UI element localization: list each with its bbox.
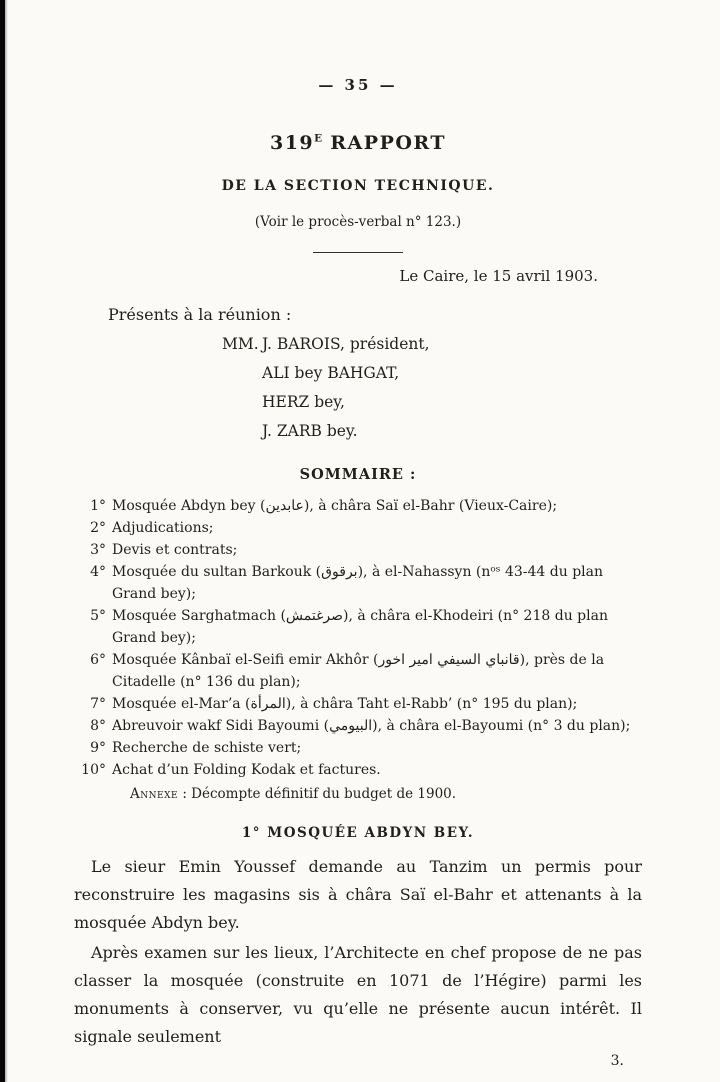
item-number: 9° — [90, 740, 106, 756]
sheet-signature-number: 3. — [610, 1053, 624, 1069]
sommaire-item — [74, 693, 642, 715]
report-subtitle: DE LA SECTION TECHNIQUE. — [221, 178, 495, 194]
body-paragraph: Après examen sur les lieux, l’Architecte en chef propose de ne pas classer la mosquée (construite en 1071 de l’Hégire) parmi les monuments à conserver, vu qu’elle ne présente aucun intérêt. Il signale seulement — [74, 943, 642, 1046]
body-paragraph: Le sieur Emin Youssef demande au Tanzim un permis pour reconstruire les magasins sis à châra Saï el-Bahr et attenants à la mosquée Abdyn bey. — [74, 857, 642, 932]
report-title-ordinal: E — [314, 132, 323, 145]
sommaire-item — [74, 517, 642, 539]
item-number: 3° — [90, 542, 106, 558]
attendee-name: ALI bey BAHGAT, — [262, 364, 400, 382]
item-number: 6° — [90, 652, 106, 668]
item-text: Abreuvoir wakf Sidi Bayoumi (البيومي), à châra el-Bayoumi (n° 3 du plan); — [112, 718, 631, 734]
report-title-word: RAPPORT — [330, 132, 447, 154]
attendee-name: J. BAROIS, président, — [262, 335, 430, 353]
report-title — [74, 132, 642, 154]
attendance-list — [222, 330, 642, 446]
item-text: Recherche de schiste vert; — [112, 740, 302, 756]
attendee-name: J. ZARB bey. — [262, 422, 358, 440]
section-heading: 1° MOSQUÉE ABDYN BEY. — [241, 825, 475, 841]
item-text: Mosquée Abdyn bey (عابدين), à châra Saï el-Bahr (Vieux-Caire); — [112, 498, 558, 514]
item-text: Mosquée Kânbaï el-Seifi emir Akhôr (قانباي السيفي امير اخور), près de la Citadelle (n° 136 du plan); — [112, 652, 605, 690]
item-number: 8° — [90, 718, 106, 734]
item-text: Devis et contrats; — [112, 542, 238, 558]
item-number: 2° — [90, 520, 106, 536]
sommaire-heading: SOMMAIRE : — [299, 466, 417, 483]
sommaire-item — [74, 649, 642, 693]
page-number: — 35 — — [318, 76, 398, 94]
report-reference: (Voir le procès-verbal n° 123.) — [254, 214, 462, 230]
item-number: 1° — [90, 498, 106, 514]
sommaire-item — [74, 759, 642, 781]
item-text: Achat d’un Folding Kodak et factures. — [112, 762, 381, 778]
item-text: Mosquée el-Mar’a (المرأة), à châra Taht el-Rabb’ (n° 195 du plan); — [112, 696, 578, 712]
sommaire-item — [74, 539, 642, 561]
sommaire-item — [74, 495, 642, 517]
item-text: Mosquée du sultan Barkouk (برقوق), à el-Nahassyn (nᵒˢ 43-44 du plan Grand bey); — [112, 564, 604, 602]
attendee-name: HERZ bey, — [262, 393, 345, 411]
sommaire-item — [74, 605, 642, 649]
sommaire-item — [74, 715, 642, 737]
attendance-names — [262, 330, 430, 446]
sommaire-item — [74, 561, 642, 605]
attendance-intro: Présents à la réunion : — [108, 305, 292, 324]
report-title-number: 319 — [269, 132, 315, 154]
sommaire-item — [74, 737, 642, 759]
item-number: 4° — [90, 564, 106, 580]
dateline: Le Caire, le 15 avril 1903. — [399, 267, 598, 285]
item-number: 5° — [90, 608, 106, 624]
divider-rule — [313, 252, 403, 253]
item-number: 10° — [81, 762, 106, 778]
attendance-prefix: MM. — [222, 335, 259, 353]
item-text: Adjudications; — [112, 520, 214, 536]
item-number: 7° — [90, 696, 106, 712]
annexe-text: : Décompte définitif du budget de 1900. — [182, 786, 457, 802]
item-text: Mosquée Sarghatmach (صرغتمش), à châra el-Khodeiri (n° 218 du plan Grand bey); — [112, 608, 608, 646]
annexe-label: Annexe — [130, 786, 179, 802]
annexe-note — [130, 783, 642, 805]
sommaire-list — [74, 495, 642, 805]
